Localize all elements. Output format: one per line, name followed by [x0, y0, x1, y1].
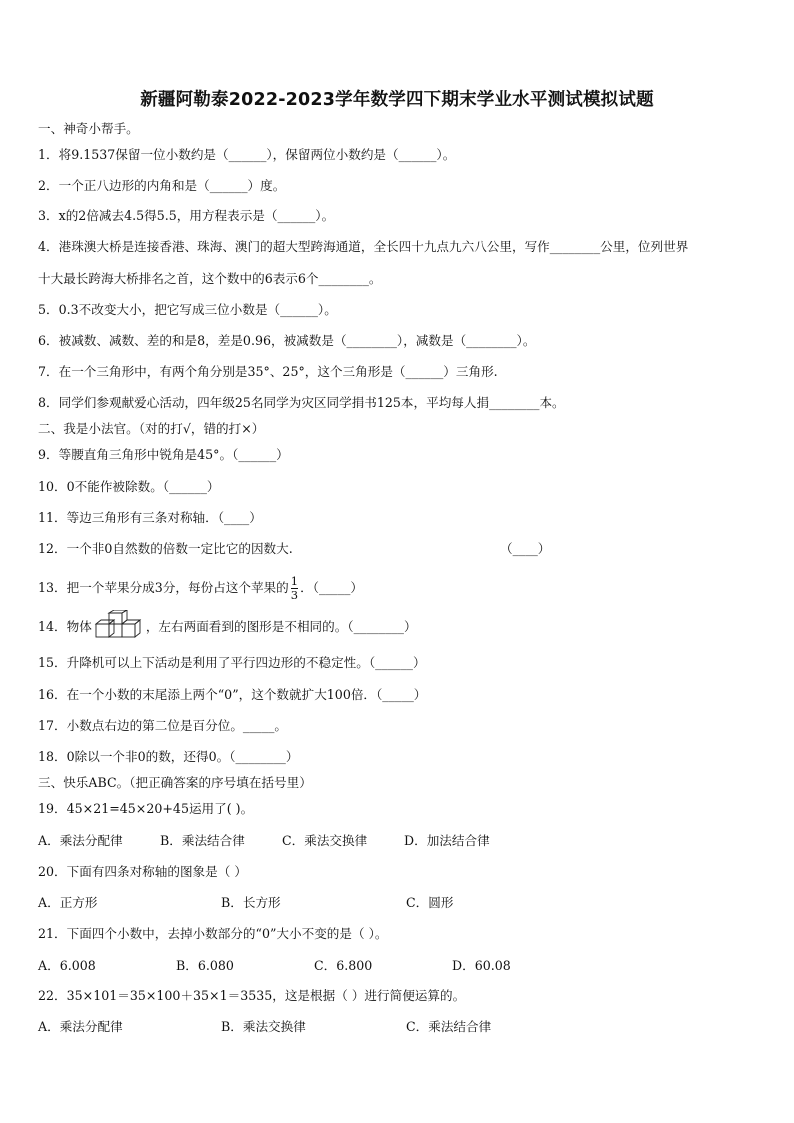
section-2-heading: 二、我是小法官。（对的打√，错的打×）: [38, 421, 265, 436]
question-22-option-c: C．乘法结合律: [406, 1019, 492, 1034]
cube-stack-figure: [94, 610, 144, 640]
question-8: 8．同学们参观献爱心活动，四年级25名同学为灾区同学捐书125本，平均每人捐________本。: [38, 395, 565, 410]
question-16: 16．在一个小数的末尾添上两个“0”，这个数就扩大100倍．（_____）: [38, 687, 427, 702]
page-title: 新疆阿勒泰2022-2023学年数学四下期末学业水平测试模拟试题: [140, 90, 654, 110]
question-2: 2．一个正八边形的内角和是（______）度。: [38, 178, 286, 193]
question-12: 12．一个非0自然数的倍数一定比它的因数大.: [38, 541, 293, 556]
question-21-option-c: C．6.800: [314, 958, 373, 973]
question-19-option-c: C．乘法交换律: [282, 833, 368, 848]
question-21-option-b: B．6.080: [176, 958, 234, 973]
question-18: 18．0除以一个非0的数，还得0。（________）: [38, 749, 299, 764]
question-19-option-d: D．加法结合律: [404, 833, 490, 848]
question-13: [38, 570, 363, 606]
fraction-one-third: [291, 575, 298, 602]
question-22-option-b: B．乘法交换律: [221, 1019, 306, 1034]
question-4-line-1: 4．港珠澳大桥是连接香港、珠海、澳门的超大型跨海通道，全长四十九点九六八公里，写作________公里，位列世界: [38, 239, 689, 254]
question-13-text: 13．把一个苹果分成3分，每份占这个苹果的: [38, 580, 289, 595]
question-17: 17．小数点右边的第二位是百分位。_____。: [38, 718, 288, 733]
question-1: 1．将9.1537保留一位小数约是（______），保留两位小数约是（______）。: [38, 147, 456, 162]
question-19-option-b: B．乘法结合律: [160, 833, 245, 848]
fraction-denominator: 3: [290, 588, 299, 602]
question-14-text: 14．物体: [38, 619, 92, 634]
question-5: 5．0.3不改变大小，把它写成三位小数是（______）。: [38, 302, 337, 317]
question-14: [38, 610, 417, 644]
question-12-answer-blank: （____）: [500, 541, 551, 556]
question-7: 7．在一个三角形中，有两个角分别是35°、25°，这个三角形是（______）三角形.: [38, 364, 498, 379]
question-10: 10．0不能作被除数。（______）: [38, 479, 220, 494]
question-21-option-d: D．60.08: [452, 958, 511, 973]
question-11: 11．等边三角形有三条对称轴．（____）: [38, 510, 262, 525]
question-20-option-c: C．圆形: [406, 895, 454, 910]
question-19-option-a: A．乘法分配律: [38, 833, 123, 848]
question-19: 19．45×21=45×20+45运用了( )。: [38, 801, 254, 816]
question-20-option-b: B．长方形: [221, 895, 281, 910]
question-4-line-2: 十大最长跨海大桥排名之首，这个数中的6表示6个________。: [38, 271, 382, 286]
question-9: 9．等腰直角三角形中锐角是45°。（______）: [38, 447, 289, 462]
question-20: 20．下面有四条对称轴的图象是（ ）: [38, 864, 247, 879]
question-13-blank: ．（_____）: [300, 580, 364, 595]
question-21: 21．下面四个小数中，去掉小数部分的“0”大小不变的是（ ）。: [38, 926, 388, 941]
section-1-heading: 一、神奇小帮手。: [38, 121, 139, 136]
question-15: 15．升降机可以上下活动是利用了平行四边形的不稳定性。（______）: [38, 655, 426, 670]
question-22-option-a: A．乘法分配律: [38, 1019, 123, 1034]
question-20-option-a: A．正方形: [38, 895, 98, 910]
question-6: 6．被减数、减数、差的和是8，差是0.96，被减数是（________），减数是（________）。: [38, 333, 536, 348]
question-22: 22．35×101＝35×100＋35×1＝3535，这是根据（ ）进行简便运算的。: [38, 988, 466, 1003]
section-3-heading: 三、快乐ABC。（把正确答案的序号填在括号里）: [38, 775, 312, 790]
fraction-numerator: 1: [290, 574, 299, 588]
question-3: 3．x的2倍减去4.5得5.5，用方程表示是（______）。: [38, 208, 335, 223]
question-21-option-a: A．6.008: [38, 958, 96, 973]
question-14-rest: ，左右两面看到的图形是不相同的。（________）: [145, 619, 417, 634]
